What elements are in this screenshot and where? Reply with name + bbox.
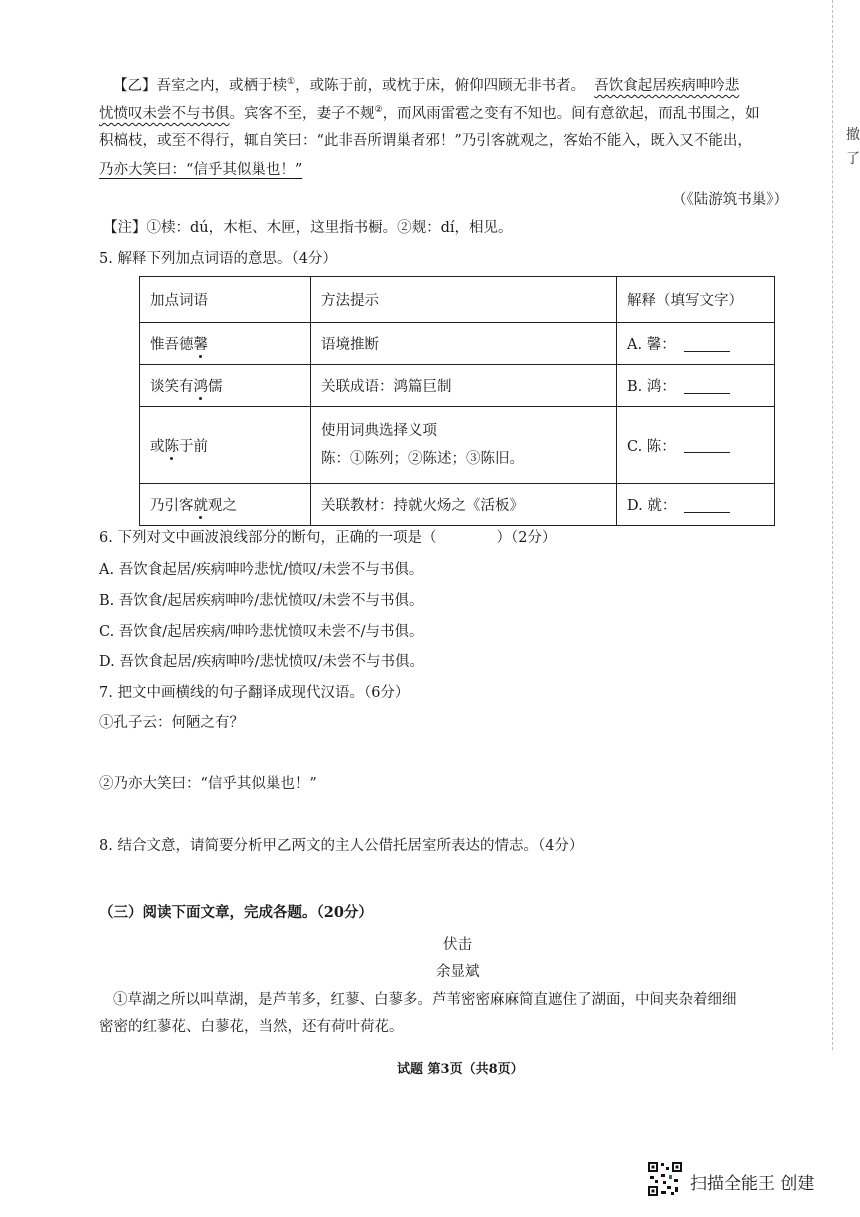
- option-b[interactable]: B. 吾饮食/起居疾病呻吟/悲忧愤叹/未尝不与书俱。: [99, 593, 424, 609]
- table-row: [140, 484, 775, 526]
- answer-cell[interactable]: A. 馨：: [617, 323, 775, 365]
- margin-char: 了: [846, 151, 860, 167]
- table-header-row: [140, 277, 775, 323]
- table-row: [140, 407, 775, 484]
- passage-line-1: 【乙】吾室之内，或栖于椟①，或陈于前，或枕于床，俯仰四顾无非书者。 吾饮食起居疾病呻吟悲: [113, 77, 740, 94]
- method-hint: 关联成语：鸿篇巨制: [311, 365, 617, 407]
- question-8-title: 8. 结合文意，请简要分析甲乙两文的主人公借托居室所表达的情志。（4分）: [99, 838, 584, 854]
- table-row: [140, 365, 775, 407]
- dotted-word: 惟吾德馨: [140, 323, 311, 365]
- table-row: [140, 323, 775, 365]
- translate-sentence-2: ②乃亦大笑曰：“信乎其似巢也！”: [99, 776, 317, 792]
- answer-blank: [684, 339, 730, 352]
- answer-blank: [684, 500, 730, 513]
- footnote: 【注】①椟：dú，木柜、木匣，这里指书橱。②觌：dí，相见。: [103, 220, 513, 236]
- binding-margin-line: [832, 0, 834, 1050]
- option-a[interactable]: A. 吾饮食起居/疾病呻吟悲忧/愤叹/未尝不与书俱。: [99, 562, 424, 578]
- question-5-table: [139, 276, 775, 526]
- question-5-title: 5. 解释下列加点词语的意思。（4分）: [99, 251, 337, 267]
- passage-line-2: 忧愤叹未尝不与书俱。宾客不至，妻子不觌②，而风雨雷雹之变有不知也。间有意欲起，而乱书围之，如: [99, 105, 760, 122]
- question-6-title: 6. 下列对文中画波浪线部分的断句，正确的一项是（ ）（2分）: [99, 530, 557, 546]
- table-header: 加点词语: [140, 277, 311, 323]
- wavy-underlined-text: 吾饮食起居疾病呻吟悲: [594, 77, 740, 94]
- question-7-title: 7. 把文中画横线的句子翻译成现代汉语。（6分）: [99, 685, 410, 701]
- method-hint: 关联教材：持就火炀之《活板》: [311, 484, 617, 526]
- passage-source: （《陆游筑书巢》）: [672, 192, 788, 208]
- article-paragraph-line: 密密的红蓼花、白蓼花，当然，还有荷叶荷花。: [99, 1019, 404, 1035]
- dotted-word: 或陈于前: [140, 407, 311, 484]
- brand-watermark: 扫描全能王 创建: [690, 1174, 815, 1194]
- translate-sentence-1: ①孔子云：何陋之有？: [99, 715, 244, 731]
- answer-blank: [684, 381, 730, 394]
- method-hint: 使用词典选择义项 陈：①陈列；②陈述；③陈旧。: [311, 407, 617, 484]
- section-heading: （三）阅读下面文章，完成各题。（20分）: [99, 904, 373, 921]
- article-author: 余显斌: [436, 964, 480, 980]
- article-title: 伏击: [443, 937, 472, 953]
- method-hint: 语境推断: [311, 323, 617, 365]
- table-header: 解释（填写文字）: [617, 277, 775, 323]
- passage-line-4-underlined: 乃亦大笑曰：“信乎其似巢也！”: [99, 162, 303, 178]
- article-paragraph-line: ①草湖之所以叫草湖，是芦苇多，红蓼、白蓼多。芦苇密密麻麻简直遮住了湖面，中间夹杂着细细: [113, 992, 737, 1008]
- dotted-word: 谈笑有鸿儒: [140, 365, 311, 407]
- page-footer: 试题 第3页（共8页）: [397, 1062, 524, 1077]
- dotted-word: 乃引客就观之: [140, 484, 311, 526]
- table-header: 方法提示: [311, 277, 617, 323]
- margin-char: 撤: [846, 127, 860, 143]
- qr-code-icon: [647, 1161, 683, 1197]
- wavy-underlined-text: 忧愤叹未尝不与书俱: [99, 105, 230, 122]
- answer-cell[interactable]: C. 陈：: [617, 407, 775, 484]
- answer-cell[interactable]: B. 鸿：: [617, 365, 775, 407]
- answer-cell[interactable]: D. 就：: [617, 484, 775, 526]
- passage-line-3: 积槁枝，或至不得行，辄自笑曰：“此非吾所谓巢者邪！”乃引客就观之，客始不能入，既入又不能出，: [99, 133, 752, 149]
- option-d[interactable]: D. 吾饮食起居/疾病呻吟/悲忧愤叹/未尝不与书俱。: [99, 654, 424, 670]
- answer-blank: [684, 440, 730, 453]
- option-c[interactable]: C. 吾饮食/起居疾病/呻吟悲忧愤叹未尝不/与书俱。: [99, 624, 424, 640]
